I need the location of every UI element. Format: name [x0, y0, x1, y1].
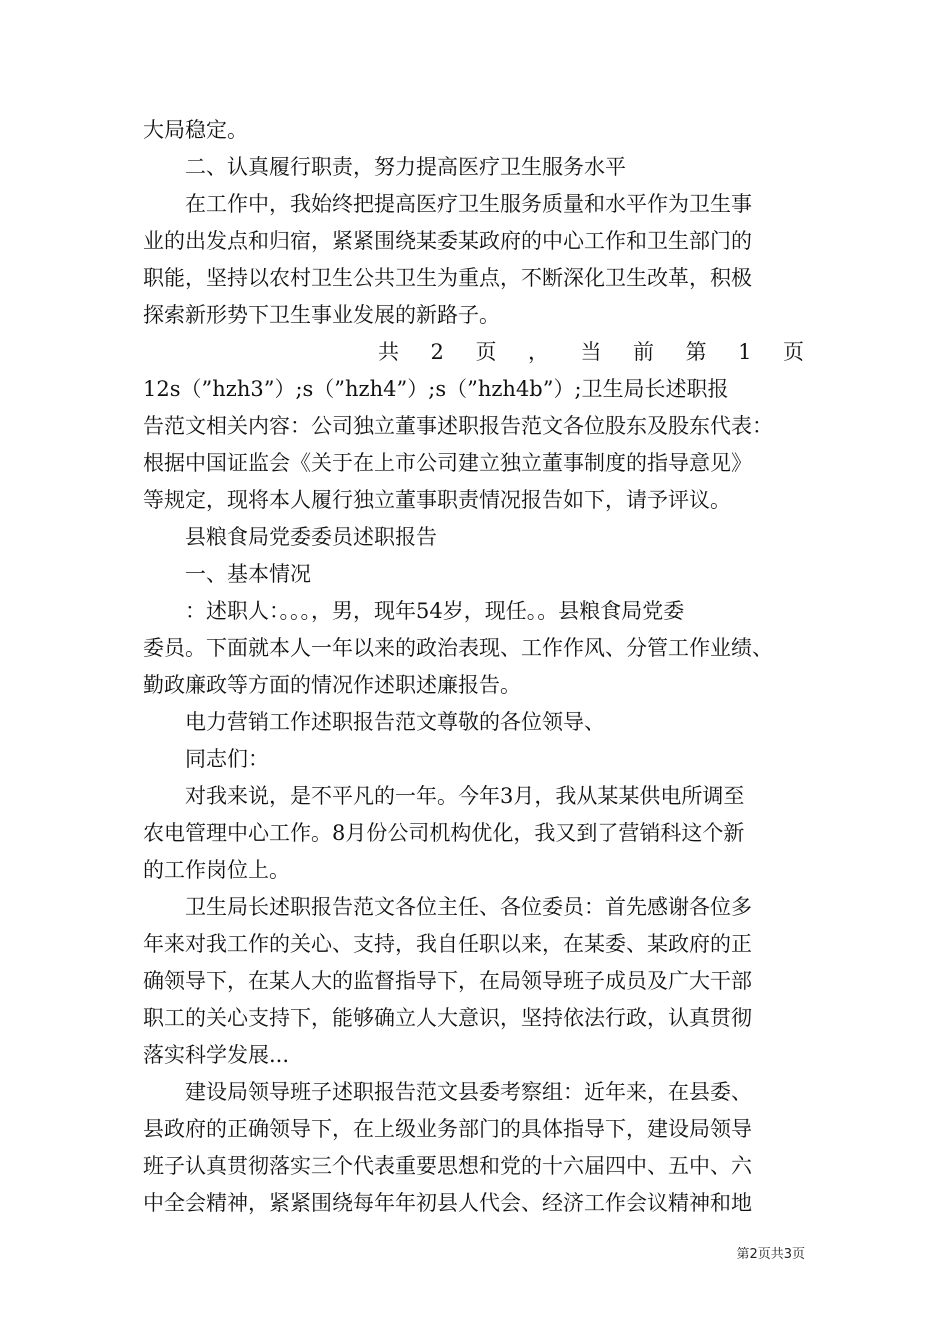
paragraph-line: 确领导下，在某人大的监督指导下，在局领导班子成员及广大干部 [143, 969, 752, 993]
paragraph-line: 班子认真贯彻落实三个代表重要思想和党的十六届四中、五中、六 [143, 1154, 752, 1178]
paragraph-line: 的工作岗位上。 [143, 858, 290, 882]
paragraph-line: 建设局领导班子述职报告范文县委考察组：近年来，在县委、 [185, 1080, 752, 1104]
paragraph-line: 年来对我工作的关心、支持，我自任职以来，在某委、某政府的正 [143, 932, 752, 956]
document-body [143, 112, 807, 1222]
section-heading: 电力营销工作述职报告范文尊敬的各位领导、 [185, 710, 605, 734]
paragraph-line: 对我来说，是不平凡的一年。今年3月，我从某某供电所调至 [185, 784, 745, 808]
section-heading: 县粮食局党委委员述职报告 [185, 525, 437, 549]
paragraph-line: 同志们： [185, 747, 269, 771]
page-count-token: 页 [475, 340, 497, 364]
page-count-token: 前 [633, 340, 655, 364]
page-count-token: 2 [430, 340, 444, 364]
paragraph-line: 大局稳定。 [143, 118, 248, 142]
paragraph-line: 告范文相关内容：公司独立董事述职报告范文各位股东及股东代表： [143, 414, 773, 438]
paragraph-line: 根据中国证监会《关于在上市公司建立独立董事制度的指导意见》 [143, 451, 752, 475]
page-count-token: 当 [580, 340, 602, 364]
paragraph-line: 农电管理中心工作。8月份公司机构优化，我又到了营销科这个新 [143, 821, 745, 845]
paragraph-line: 业的出发点和归宿，紧紧围绕某委某政府的中心工作和卫生部门的 [143, 229, 752, 253]
paragraph-line: 等规定，现将本人履行独立董事职责情况报告如下，请予评议。 [143, 488, 731, 512]
paragraph-line: ：述职人：。。。，男，现年54岁，现任。。县粮食局党委 [185, 599, 685, 623]
paragraph-line: 勤政廉政等方面的情况作述职述廉报告。 [143, 673, 521, 697]
paragraph-line: 在工作中，我始终把提高医疗卫生服务质量和水平作为卫生事 [185, 192, 752, 216]
page-count-token: 第 [685, 340, 707, 364]
page-number-footer: 第2页共3页 [736, 1247, 805, 1262]
paragraph-line: 探索新形势下卫生事业发展的新路子。 [143, 303, 500, 327]
page-count-token: 页 [783, 340, 804, 364]
paragraph-line: 县政府的正确领导下，在上级业务部门的具体指导下，建设局领导 [143, 1117, 752, 1141]
page-count-token: ， [527, 340, 549, 364]
page-count-token: 共 [378, 340, 399, 364]
paragraph-line: 落实科学发展... [143, 1043, 290, 1067]
paragraph-line: 职能，坚持以农村卫生公共卫生为重点，不断深化卫生改革，积极 [143, 266, 752, 290]
paragraph-line: 中全会精神，紧紧围绕每年年初县人代会、经济工作会议精神和地 [143, 1191, 752, 1215]
paragraph-line: 12s（”hzh3”）;s（”hzh4”）;s（”hzh4b”）;卫生局长述职报 [143, 377, 729, 401]
paragraph-line: 职工的关心支持下，能够确立人大意识，坚持依法行政，认真贯彻 [143, 1006, 752, 1030]
page-count-line [143, 334, 807, 371]
page-count-token: 1 [738, 340, 752, 364]
paragraph-line: 卫生局长述职报告范文各位主任、各位委员：首先感谢各位多 [185, 895, 752, 919]
paragraph-line: 委员。下面就本人一年以来的政治表现、工作作风、分管工作业绩、 [143, 636, 773, 660]
section-heading: 二、认真履行职责，努力提高医疗卫生服务水平 [185, 155, 626, 179]
section-heading: 一、基本情况 [185, 562, 311, 586]
